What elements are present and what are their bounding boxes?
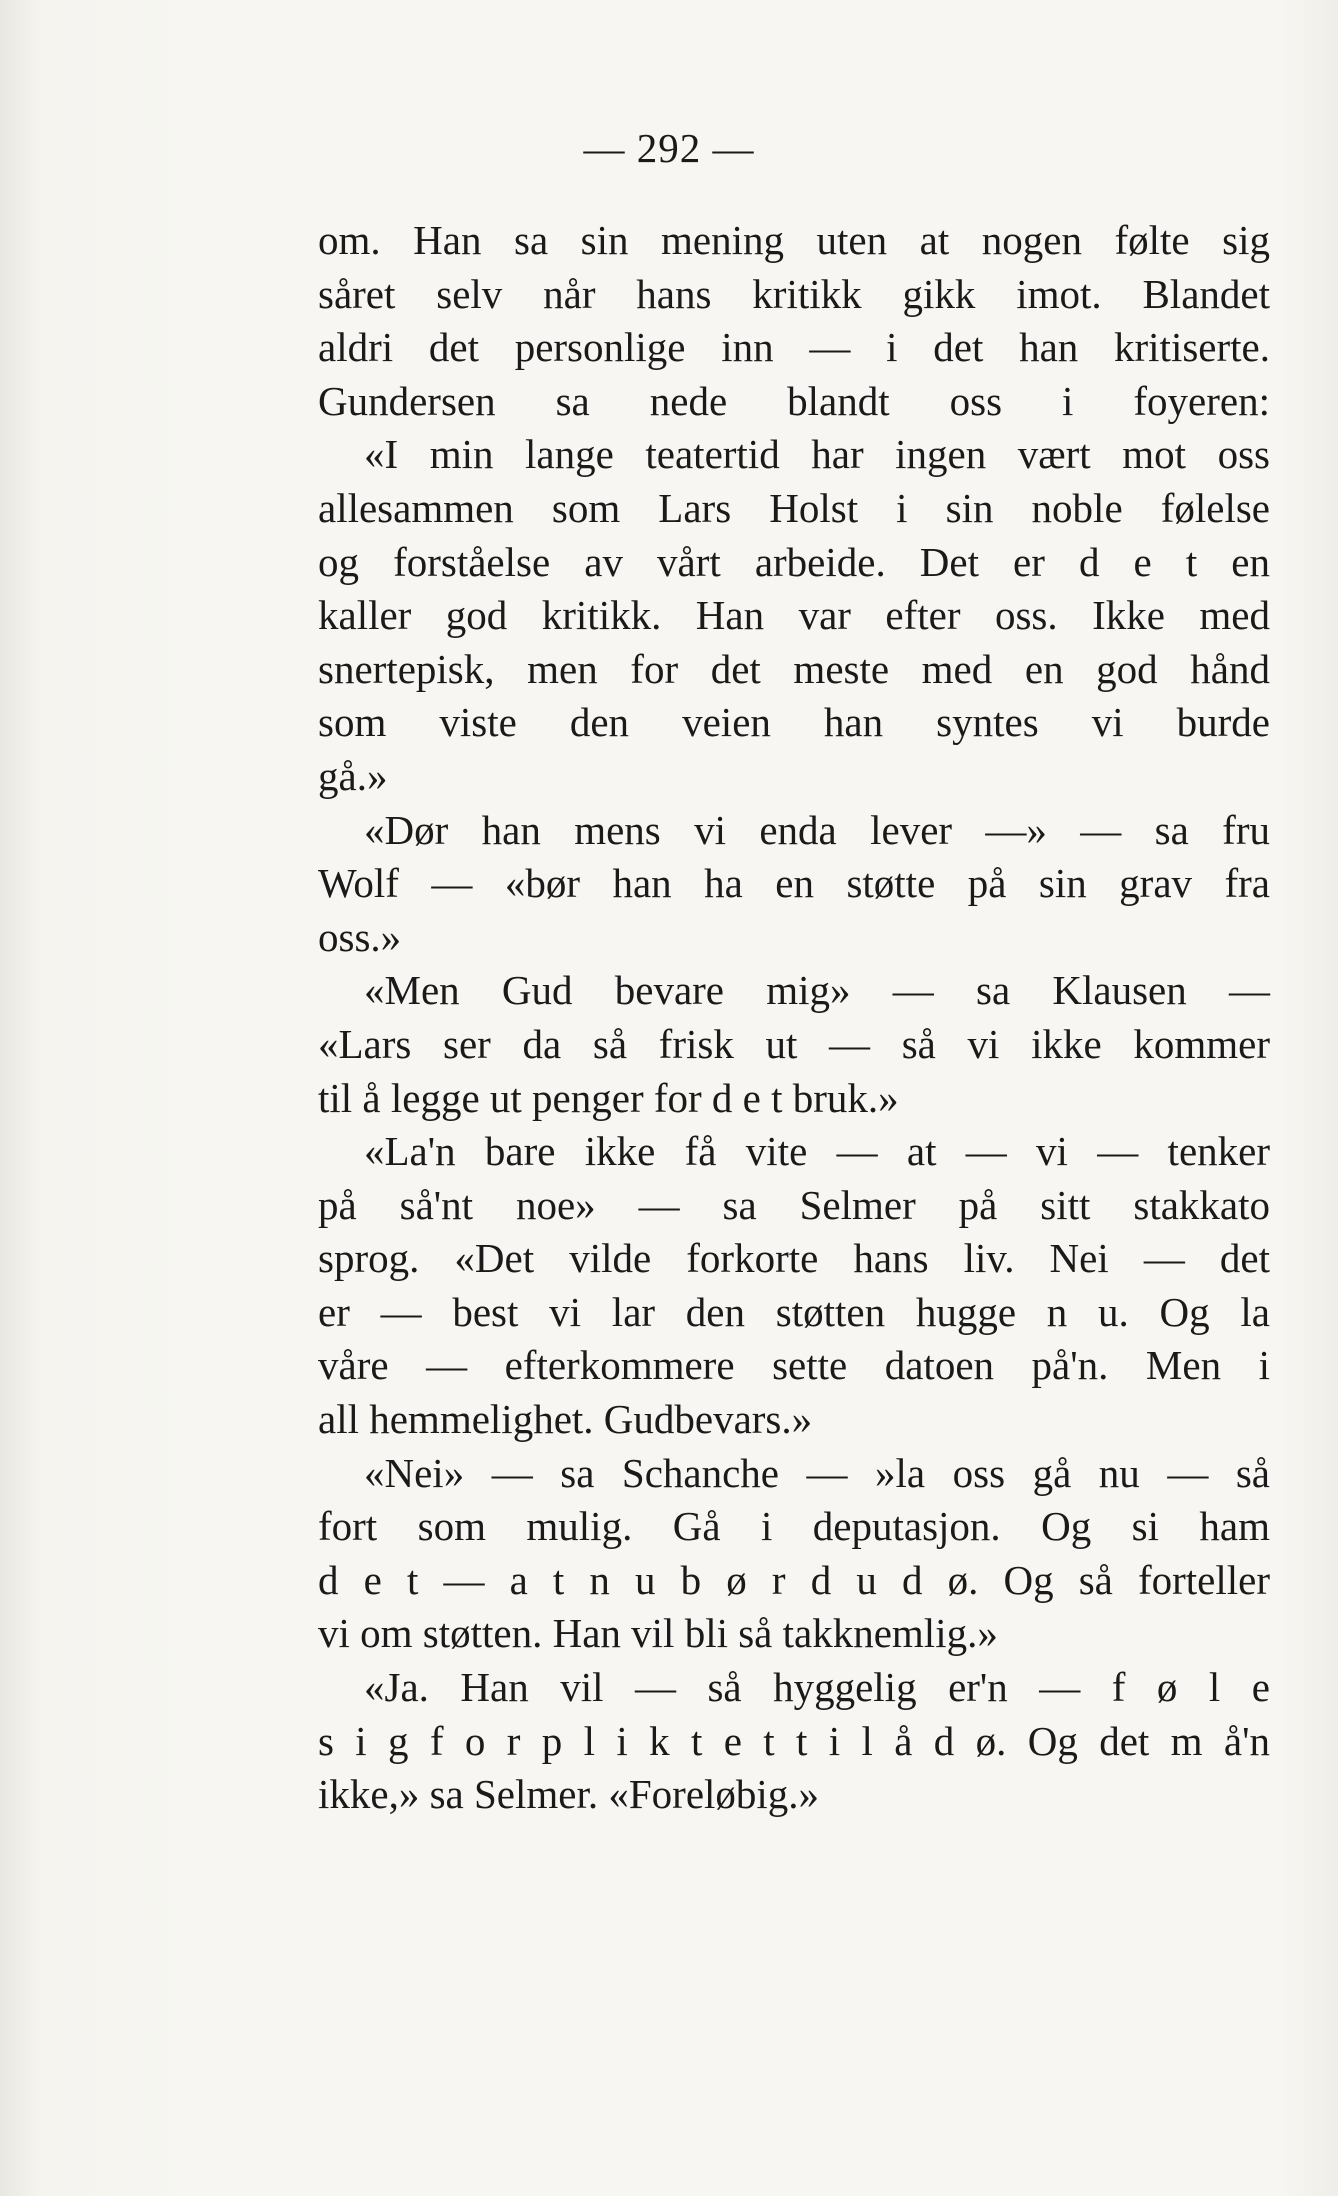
text-line: på så'nt noe» — sa Selmer på sitt stakkato [318,1181,1270,1228]
text-line: «Nei» — sa Schanche — »la oss gå nu — så [364,1449,1270,1496]
text-line: «La'n bare ikke få vite — at — vi — tenker [364,1128,1270,1175]
text-line: sprog. «Det vilde forkorte hans liv. Nei — det [318,1235,1270,1282]
text-line: om. Han sa sin mening uten at nogen følte sig [318,217,1270,263]
body-text [318,214,1270,1822]
text-line: oss.» [318,913,402,960]
text-line: og forståelse av vårt arbeide. Det er d e t en [318,538,1270,585]
text-line: som viste den veien han syntes vi burde [318,699,1270,746]
text-line: d e t — a t n u b ø r d u d ø. Og så forteller [318,1556,1270,1603]
text-line: aldri det personlige inn — i det han kritiserte. [318,324,1270,371]
text-line: «Men Gud bevare mig» — sa Klausen — [364,967,1270,1014]
text-line: fort som mulig. Gå i deputasjon. Og si ham [318,1503,1270,1550]
text-line: «Ja. Han vil — så hyggelig er'n — f ø l e [364,1664,1270,1711]
text-line: såret selv når hans kritikk gikk imot. Blandet [318,270,1270,317]
text-line: Wolf — «bør han ha en støtte på sin grav fra [318,860,1270,907]
text-line: våre — efterkommere sette datoen på'n. Men i [318,1342,1270,1389]
text-line: Gundersen sa nede blandt oss i foyeren: [318,377,1270,424]
text-line: til å legge ut penger for d e t bruk.» [318,1074,899,1121]
text-line: vi om støtten. Han vil bli så takknemlig.» [318,1610,998,1657]
text-line: kaller god kritikk. Han var efter oss. Ikke med [318,592,1270,639]
text-line: gå.» [318,752,388,799]
text-line: er — best vi lar den støtten hugge n u. Og la [318,1288,1270,1335]
text-line: allesammen som Lars Holst i sin noble følelse [318,484,1270,531]
text-line: ikke,» sa Selmer. «Foreløbig.» [318,1771,820,1818]
page-number: — 292 — [583,125,755,171]
text-line: s i g f o r p l i k t e t t i l å d ø. Og det m å'n [318,1717,1270,1764]
text-line: «Dør han mens vi enda lever —» — sa fru [364,806,1270,853]
text-line: «Lars ser da så frisk ut — så vi ikke kommer [318,1020,1270,1067]
text-line: snertepisk, men for det meste med en god hånd [318,645,1270,692]
text-line: all hemmelighet. Gudbevars.» [318,1396,813,1443]
text-line: «I min lange teatertid har ingen vært mot oss [364,431,1270,478]
